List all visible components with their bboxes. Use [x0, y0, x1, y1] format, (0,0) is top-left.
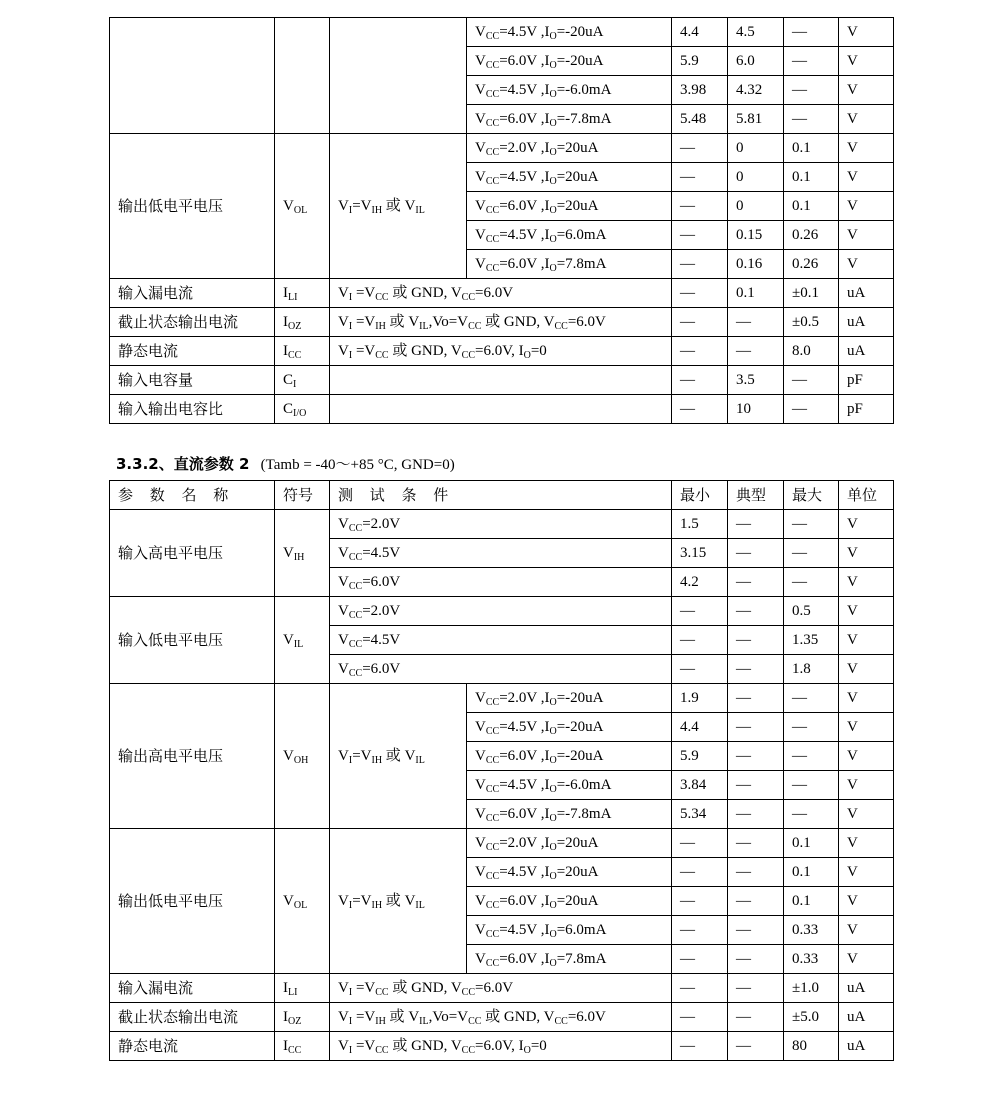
symbol: $C_I$ — [275, 366, 330, 395]
val-unit: pF — [839, 366, 894, 395]
val-typ: 0 — [728, 192, 784, 221]
val-typ: — — [728, 1032, 784, 1061]
table-row — [110, 597, 894, 626]
symbol: $I_{LI}$ — [275, 279, 330, 308]
val-typ: 10 — [728, 395, 784, 424]
test-condition: $V_{CC}=2.0V$ — [330, 510, 672, 539]
test-condition: $V_I =V_{CC}$ 或 GND, $V_{CC}=6.0V$, $I_O=0$ — [330, 337, 672, 366]
val-min: — — [672, 221, 728, 250]
test-condition: $V_{CC}=6.0V$ $,I_O=7.8mA$ — [467, 945, 672, 974]
val-min: — — [672, 597, 728, 626]
val-unit: V — [839, 945, 894, 974]
val-typ: 4.5 — [728, 18, 784, 47]
val-max: — — [784, 105, 839, 134]
val-min: — — [672, 366, 728, 395]
symbol: $I_{OZ}$ — [275, 1003, 330, 1032]
val-unit: uA — [839, 337, 894, 366]
test-condition: $V_{CC}=2.0V$ — [330, 597, 672, 626]
val-max: 80 — [784, 1032, 839, 1061]
val-unit: V — [839, 250, 894, 279]
val-unit: V — [839, 597, 894, 626]
val-min: 3.84 — [672, 771, 728, 800]
val-min: — — [672, 655, 728, 684]
val-typ: 0 — [728, 134, 784, 163]
test-condition: $V_{CC}=6.0V$ $,I_O=-7.8mA$ — [467, 105, 672, 134]
val-typ: 0 — [728, 163, 784, 192]
val-typ: — — [728, 308, 784, 337]
val-min: — — [672, 626, 728, 655]
val-max: — — [784, 771, 839, 800]
test-condition: $V_I =V_{CC}$ 或 GND, $V_{CC}=6.0V$, $I_O=0$ — [330, 1032, 672, 1061]
symbol: $V_{OL}$ — [275, 829, 330, 974]
test-condition: $V_{CC}=6.0V$ $,I_O=-7.8mA$ — [467, 800, 672, 829]
val-typ: 0.15 — [728, 221, 784, 250]
table-row — [110, 366, 894, 395]
val-max: 0.5 — [784, 597, 839, 626]
val-typ: — — [728, 539, 784, 568]
val-min: 4.2 — [672, 568, 728, 597]
val-max: 0.1 — [784, 887, 839, 916]
test-condition: $V_{CC}=6.0V$ $,I_O=-20uA$ — [467, 742, 672, 771]
val-max: — — [784, 539, 839, 568]
val-unit: V — [839, 47, 894, 76]
test-condition: $V_{CC}=4.5V$ — [330, 626, 672, 655]
val-unit: V — [839, 655, 894, 684]
val-typ: 3.5 — [728, 366, 784, 395]
section-title: 直流参数 2 — [173, 455, 250, 473]
val-typ: — — [728, 626, 784, 655]
test-condition: $V_{CC}=6.0V$ $,I_O=7.8mA$ — [467, 250, 672, 279]
test-condition: $V_{CC}=6.0V$ $,I_O=20uA$ — [467, 192, 672, 221]
test-condition: $V_{CC}=6.0V$ — [330, 568, 672, 597]
test-condition: $V_{CC}=6.0V$ $,I_O=20uA$ — [467, 887, 672, 916]
param-name: 截止状态输出电流 — [110, 308, 275, 337]
val-min: — — [672, 974, 728, 1003]
val-max: 0.26 — [784, 221, 839, 250]
param-name: 输入漏电流 — [110, 974, 275, 1003]
table-header — [110, 481, 894, 510]
val-max: ±0.5 — [784, 308, 839, 337]
test-condition: $V_{CC}=4.5V$ $,I_O=-6.0mA$ — [467, 76, 672, 105]
val-unit: V — [839, 684, 894, 713]
val-unit: V — [839, 18, 894, 47]
val-max: 8.0 — [784, 337, 839, 366]
test-condition: $V_{CC}=4.5V$ $,I_O=-20uA$ — [467, 713, 672, 742]
val-unit: V — [839, 105, 894, 134]
val-unit: V — [839, 76, 894, 105]
val-min: — — [672, 279, 728, 308]
val-unit: V — [839, 771, 894, 800]
val-typ: 0.16 — [728, 250, 784, 279]
val-typ: — — [728, 510, 784, 539]
val-unit: V — [839, 829, 894, 858]
val-max: — — [784, 76, 839, 105]
val-max: 0.1 — [784, 858, 839, 887]
val-min: — — [672, 916, 728, 945]
symbol: $C_{I/O}$ — [275, 395, 330, 424]
val-max: 0.33 — [784, 945, 839, 974]
val-typ: 5.81 — [728, 105, 784, 134]
val-typ: — — [728, 887, 784, 916]
val-unit: V — [839, 713, 894, 742]
test-condition: $V_{CC}=4.5V$ $,I_O=6.0mA$ — [467, 916, 672, 945]
table-row — [110, 337, 894, 366]
val-typ: — — [728, 742, 784, 771]
val-min: — — [672, 887, 728, 916]
val-min: 3.98 — [672, 76, 728, 105]
val-typ: — — [728, 597, 784, 626]
symbol: $I_{CC}$ — [275, 337, 330, 366]
val-unit: uA — [839, 279, 894, 308]
val-typ: — — [728, 655, 784, 684]
symbol: $I_{CC}$ — [275, 1032, 330, 1061]
test-condition: $V_{CC}=4.5V$ — [330, 539, 672, 568]
val-max: 1.8 — [784, 655, 839, 684]
val-unit: V — [839, 742, 894, 771]
table-row — [110, 395, 894, 424]
val-typ: — — [728, 1003, 784, 1032]
header-condition: 测 试 条 件 — [330, 481, 672, 510]
dc-params-table-2 — [109, 480, 894, 1061]
val-max: — — [784, 510, 839, 539]
val-min: — — [672, 192, 728, 221]
val-min: 4.4 — [672, 713, 728, 742]
param-name: 截止状态输出电流 — [110, 1003, 275, 1032]
header-max: 最大 — [784, 481, 839, 510]
val-max: 0.33 — [784, 916, 839, 945]
val-min: — — [672, 1032, 728, 1061]
test-condition-group: $V_I=V_{IH}$ 或 $V_{IL}$ — [330, 684, 467, 829]
val-unit: V — [839, 858, 894, 887]
val-min: 1.5 — [672, 510, 728, 539]
test-condition: $V_{CC}=4.5V$ $,I_O=6.0mA$ — [467, 221, 672, 250]
test-condition: $V_I =V_{IH}$ 或 $V_{IL},Vo=V_{CC}$ 或 GND, $V_{CC}=6.0V$ — [330, 308, 672, 337]
val-max: 0.1 — [784, 192, 839, 221]
param-name: 输入输出电容比 — [110, 395, 275, 424]
val-typ: — — [728, 568, 784, 597]
val-unit: V — [839, 134, 894, 163]
val-max: 1.35 — [784, 626, 839, 655]
header-min: 最小 — [672, 481, 728, 510]
val-max: — — [784, 395, 839, 424]
test-condition: $V_{CC}=4.5V$ $,I_O=20uA$ — [467, 163, 672, 192]
val-typ: — — [728, 829, 784, 858]
val-min: — — [672, 1003, 728, 1032]
val-unit: V — [839, 568, 894, 597]
test-condition: $V_{CC}=4.5V$ $,I_O=20uA$ — [467, 858, 672, 887]
val-unit: V — [839, 916, 894, 945]
val-min: — — [672, 337, 728, 366]
table-row — [110, 308, 894, 337]
test-condition-group: $V_I=V_{IH}$ 或 $V_{IL}$ — [330, 829, 467, 974]
test-condition: $V_{CC}=2.0V$ $,I_O=20uA$ — [467, 134, 672, 163]
val-min: — — [672, 308, 728, 337]
val-typ: — — [728, 916, 784, 945]
val-min: — — [672, 163, 728, 192]
val-min: 1.9 — [672, 684, 728, 713]
val-unit: pF — [839, 395, 894, 424]
val-max: 0.1 — [784, 134, 839, 163]
val-typ: 4.32 — [728, 76, 784, 105]
val-max: — — [784, 800, 839, 829]
val-unit: V — [839, 539, 894, 568]
param-name: 静态电流 — [110, 337, 275, 366]
val-min: 5.9 — [672, 742, 728, 771]
val-max: — — [784, 713, 839, 742]
val-max: — — [784, 18, 839, 47]
val-unit: uA — [839, 974, 894, 1003]
param-name: 输入高电平电压 — [110, 510, 275, 597]
test-condition: $V_{CC}=6.0V$ — [330, 655, 672, 684]
val-unit: V — [839, 887, 894, 916]
val-unit: V — [839, 626, 894, 655]
val-max: — — [784, 742, 839, 771]
test-condition: $V_{CC}=4.5V$ $,I_O=-20uA$ — [467, 18, 672, 47]
symbol: $I_{LI}$ — [275, 974, 330, 1003]
test-condition-group: $V_I=V_{IH}$ 或 $V_{IL}$ — [330, 134, 467, 279]
val-unit: V — [839, 510, 894, 539]
param-name: 输入电容量 — [110, 366, 275, 395]
val-typ: — — [728, 684, 784, 713]
val-typ: — — [728, 800, 784, 829]
val-min: — — [672, 945, 728, 974]
val-max: ±0.1 — [784, 279, 839, 308]
val-unit: V — [839, 800, 894, 829]
test-condition: $V_I =V_{CC}$ 或 GND, $V_{CC}=6.0V$ — [330, 974, 672, 1003]
header-symbol: 符号 — [275, 481, 330, 510]
test-condition: $V_{CC}=6.0V$ $,I_O=-20uA$ — [467, 47, 672, 76]
param-name: 输出高电平电压 — [110, 684, 275, 829]
param-name: 输出低电平电压 — [110, 134, 275, 279]
val-max: — — [784, 366, 839, 395]
val-typ: — — [728, 337, 784, 366]
val-typ: — — [728, 945, 784, 974]
val-unit: uA — [839, 308, 894, 337]
dc-params-table-1 — [109, 17, 894, 424]
symbol: $V_{OH}$ — [275, 684, 330, 829]
val-min: — — [672, 858, 728, 887]
param-name: 输出低电平电压 — [110, 829, 275, 974]
test-condition — [330, 395, 672, 424]
val-max: — — [784, 568, 839, 597]
val-typ: — — [728, 713, 784, 742]
table-row — [110, 279, 894, 308]
val-typ: — — [728, 858, 784, 887]
val-unit: V — [839, 221, 894, 250]
table-row — [110, 974, 894, 1003]
symbol: $V_{OL}$ — [275, 134, 330, 279]
val-min: 5.34 — [672, 800, 728, 829]
val-max: 0.26 — [784, 250, 839, 279]
section-number: 3.3.2、 — [116, 455, 174, 473]
section-caption — [116, 455, 455, 473]
header-typ: 典型 — [728, 481, 784, 510]
symbol: $V_{IL}$ — [275, 597, 330, 684]
val-max: 0.1 — [784, 829, 839, 858]
val-typ: — — [728, 771, 784, 800]
test-condition — [330, 366, 672, 395]
val-max: — — [784, 684, 839, 713]
table-row — [110, 1003, 894, 1032]
param-name: 输入漏电流 — [110, 279, 275, 308]
test-condition: $V_{CC}=4.5V$ $,I_O=-6.0mA$ — [467, 771, 672, 800]
val-min: — — [672, 395, 728, 424]
val-max: ±5.0 — [784, 1003, 839, 1032]
test-condition: $V_I =V_{IH}$ 或 $V_{IL},Vo=V_{CC}$ 或 GND, $V_{CC}=6.0V$ — [330, 1003, 672, 1032]
val-min: 3.15 — [672, 539, 728, 568]
val-max: ±1.0 — [784, 974, 839, 1003]
val-typ: 6.0 — [728, 47, 784, 76]
val-unit: V — [839, 192, 894, 221]
symbol: $I_{OZ}$ — [275, 308, 330, 337]
val-max: — — [784, 47, 839, 76]
table-row — [110, 134, 894, 163]
val-min: — — [672, 134, 728, 163]
table-row — [110, 829, 894, 858]
val-min: 5.48 — [672, 105, 728, 134]
symbol: $V_{IH}$ — [275, 510, 330, 597]
val-unit: uA — [839, 1032, 894, 1061]
table-row — [110, 510, 894, 539]
val-min: — — [672, 250, 728, 279]
header-unit: 单位 — [839, 481, 894, 510]
test-condition: $V_{CC}=2.0V$ $,I_O=20uA$ — [467, 829, 672, 858]
val-unit: uA — [839, 1003, 894, 1032]
header-param: 参 数 名 称 — [110, 481, 275, 510]
val-min: 5.9 — [672, 47, 728, 76]
val-min: — — [672, 829, 728, 858]
val-unit: V — [839, 163, 894, 192]
param-name: 静态电流 — [110, 1032, 275, 1061]
val-min: 4.4 — [672, 18, 728, 47]
table-row — [110, 18, 894, 47]
param-name: 输入低电平电压 — [110, 597, 275, 684]
table-row — [110, 1032, 894, 1061]
test-condition: $V_{CC}=2.0V$ $,I_O=-20uA$ — [467, 684, 672, 713]
test-condition: $V_I =V_{CC}$ 或 GND, $V_{CC}=6.0V$ — [330, 279, 672, 308]
table-row — [110, 684, 894, 713]
val-typ: 0.1 — [728, 279, 784, 308]
val-max: 0.1 — [784, 163, 839, 192]
val-typ: — — [728, 974, 784, 1003]
section-condition: (Tamb = -40～+85 °C, GND=0) — [260, 457, 455, 473]
